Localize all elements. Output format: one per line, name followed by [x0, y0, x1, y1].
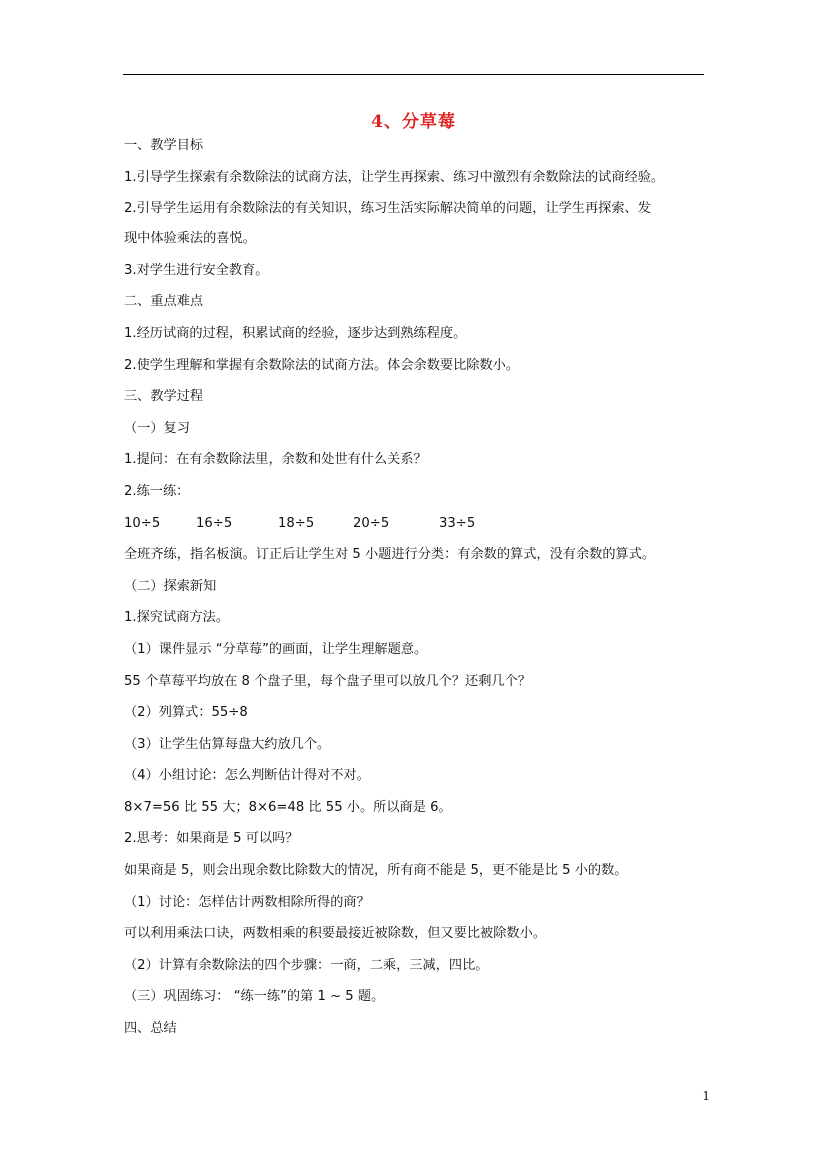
exercise-item: 18÷5	[278, 515, 315, 531]
paragraph: （4）小组讨论：怎么判断估计得对不对。	[124, 768, 370, 784]
paragraph: 如果商是 5，则会出现余数比除数大的情况，所有商不能是 5，更不能是比 5 小的数。	[124, 863, 628, 879]
paragraph: （2）计算有余数除法的四个步骤：一商，二乘，三减，四比。	[124, 957, 489, 973]
section-heading: 三、教学过程	[124, 389, 204, 405]
paragraph: 1.引导学生探索有余数除法的试商方法，让学生再探索、练习中激烈有余数除法的试商经验。	[124, 169, 665, 185]
page-number: 1	[702, 1089, 710, 1103]
paragraph: 8×7=56 比 55 大；8×6=48 比 55 小。所以商是 6。	[124, 799, 452, 815]
paragraph: 2.思考：如果商是 5 可以吗？	[124, 831, 299, 847]
exercise-item: 20÷5	[353, 515, 390, 531]
section-heading: 四、总结	[124, 1021, 177, 1037]
exercise-item: 10÷5	[124, 515, 161, 531]
exercise-item: 16÷5	[196, 515, 233, 531]
section-heading: 二、重点难点	[124, 294, 204, 310]
exercise-row	[124, 516, 714, 532]
paragraph: 1.探究试商方法。	[124, 610, 229, 626]
paragraph: 1.提问：在有余数除法里，余数和处世有什么关系？	[124, 452, 427, 468]
paragraph: 2.练一练：	[124, 483, 190, 499]
paragraph: 现中体验乘法的喜悦。	[124, 231, 256, 247]
paragraph: （2）列算式：55÷8	[124, 705, 248, 721]
paragraph: 1.经历试商的过程，积累试商的经验，逐步达到熟练程度。	[124, 325, 467, 341]
paragraph: 2.使学生理解和掌握有余数除法的试商方法。体会余数要比除数小。	[124, 357, 520, 373]
paragraph: （1）讨论：怎样估计两数相除所得的商？	[124, 894, 370, 910]
document-body	[124, 138, 714, 1053]
section-heading: 一、教学目标	[124, 138, 204, 153]
paragraph: 2.引导学生运用有余数除法的有关知识，练习生活实际解决简单的问题，让学生再探索、发	[124, 201, 651, 217]
paragraph: 可以利用乘法口诀，两数相乘的积要最接近被除数，但又要比被除数小。	[124, 926, 546, 942]
header-rule	[123, 74, 704, 75]
paragraph: 55 个草莓平均放在 8 个盘子里，每个盘子里可以放几个？还剩几个？	[124, 673, 531, 689]
paragraph: （3）让学生估算每盘大约放几个。	[124, 736, 331, 752]
exercise-item: 33÷5	[439, 515, 476, 531]
paragraph: 全班齐练，指名板演。订正后让学生对 5 小题进行分类：有余数的算式，没有余数的算式。	[124, 547, 656, 563]
paragraph: （1）课件显示 “分草莓”的画面，让学生理解题意。	[124, 641, 428, 657]
subsection-heading: （一）复习	[124, 420, 190, 436]
paragraph: 3.对学生进行安全教育。	[124, 262, 269, 278]
subsection-heading: （二）探索新知	[124, 578, 217, 594]
document-title: 4、分草莓	[371, 112, 456, 132]
subsection-heading: （三）巩固练习： “练一练”的第 1 ~ 5 题。	[124, 989, 385, 1005]
